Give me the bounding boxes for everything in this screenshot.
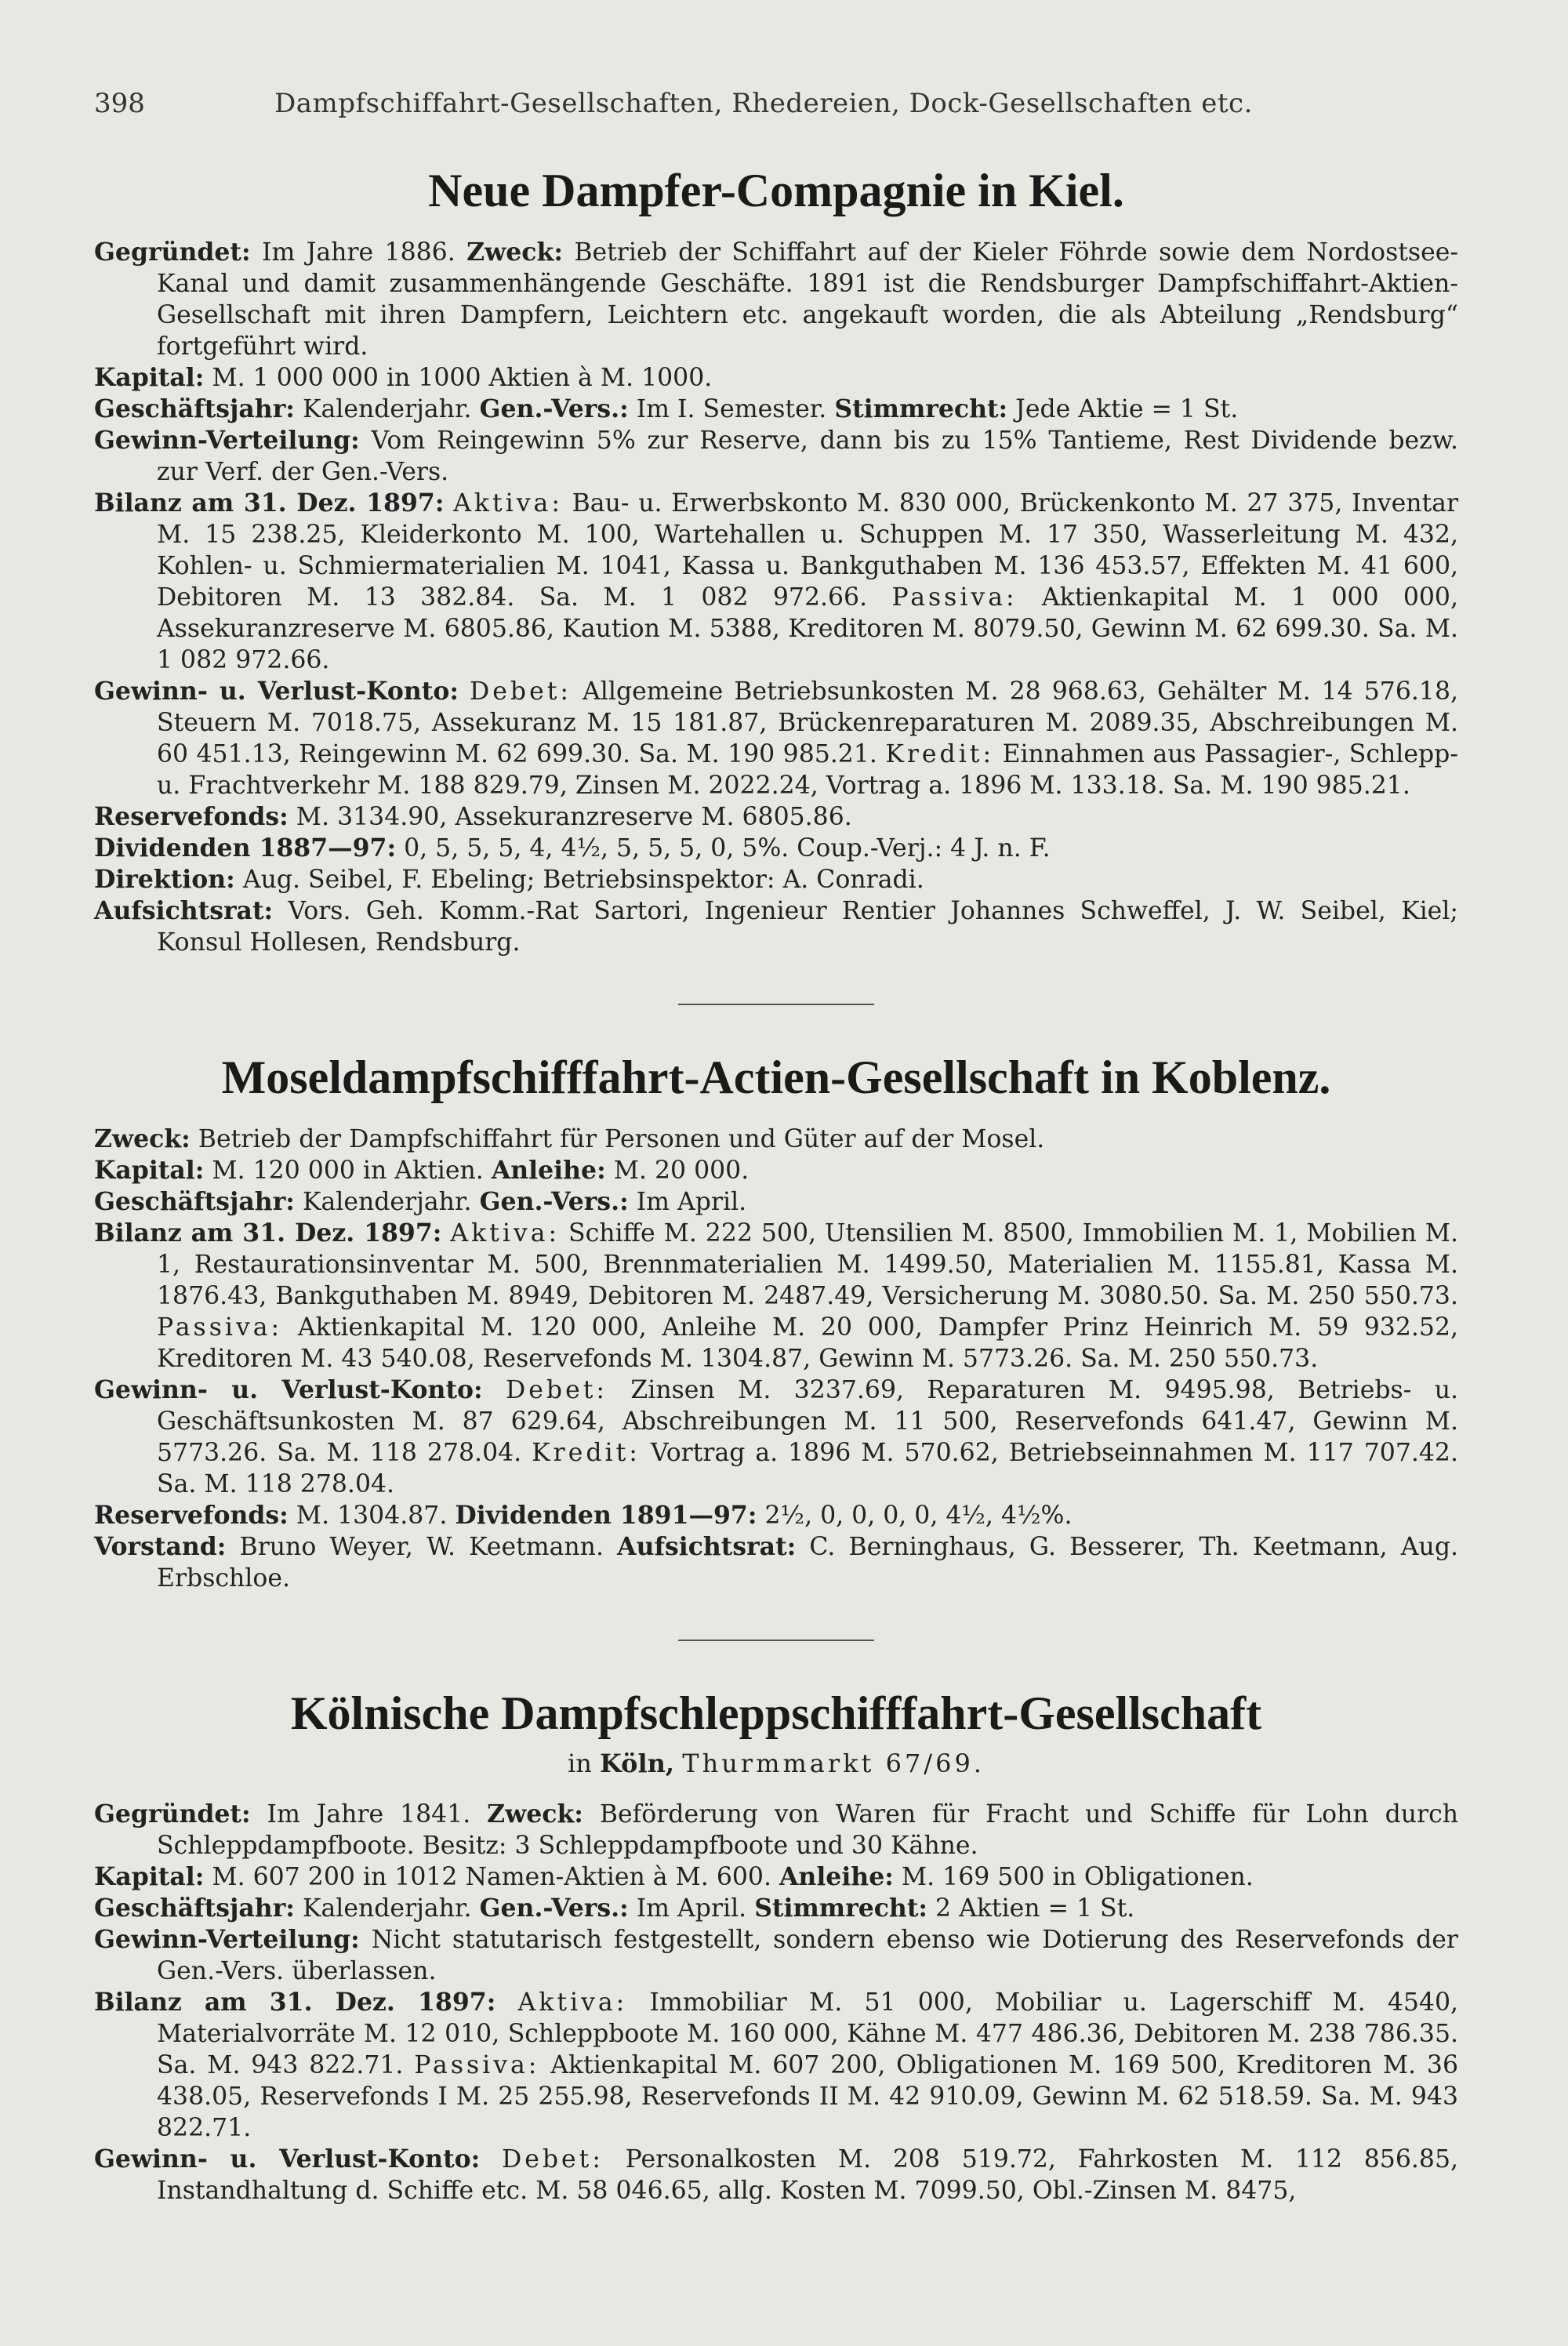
entry-paragraph bbox=[94, 1124, 1458, 1155]
entry-title: Neue Dampfer-Compagnie in Kiel. bbox=[428, 165, 1124, 216]
entry-paragraph bbox=[94, 895, 1458, 958]
divider-rule bbox=[678, 1640, 874, 1641]
field-label: Aufsichtsrat: bbox=[94, 896, 274, 925]
field-label: Stimmrecht: bbox=[834, 394, 1008, 423]
entry-paragraph bbox=[94, 1924, 1458, 1987]
entry-paragraph bbox=[94, 864, 1458, 895]
field-text: Allgemeine Betriebsunkosten M. 28 968.63, Gehälter M. 14 576.18, Steuern M. 7018.75, Assekuranz M. 15 181.87, Brückenreparaturen M. 2089.35, Abschreibungen M. 60 451.13, Reingewinn M. 62 699.30. Sa. M. 190 985.21. bbox=[157, 677, 1459, 768]
company-entry bbox=[94, 165, 1458, 958]
field-label: Zweck: bbox=[487, 1799, 583, 1828]
field-text: Betrieb der Dampfschiffahrt für Personen und Güter auf der Mosel. bbox=[190, 1125, 1045, 1153]
entry-title: Moseldampfschifffahrt-Actien-Gesellschaft in Koblenz. bbox=[221, 1051, 1331, 1103]
field-text bbox=[480, 2145, 502, 2174]
field-text: Aktienkapital M. 120 000, Anleihe M. 20 000, Dampfer Prinz Heinrich M. 59 932.52, Kreditoren M. 43 540.08, Reservefonds M. 1304.87, Gewinn M. 5773.26. Sa. M. 250 550.73. bbox=[157, 1313, 1458, 1373]
account-side-label: Debet: bbox=[470, 677, 572, 706]
account-side-label: Kredit: bbox=[532, 1439, 641, 1467]
field-text: M. 169 500 in Obligationen. bbox=[893, 1863, 1254, 1891]
field-text: 0, 5, 5, 5, 4, 4½, 5, 5, 5, 0, 5%. Coup.-Verj.: 4 J. n. F. bbox=[396, 834, 1051, 862]
entry-subtitle bbox=[94, 1749, 1458, 1778]
field-label: Anleihe: bbox=[491, 1156, 606, 1185]
entry-paragraph bbox=[94, 801, 1458, 833]
field-label: Zweck: bbox=[94, 1124, 191, 1153]
field-label: Bilanz am 31. Dez. 1897: bbox=[94, 1988, 496, 2017]
field-text: Nicht statutarisch festgestellt, sondern ebenso wie Dotierung des Reservefonds der Gen.-Vers. überlassen. bbox=[157, 1926, 1458, 1985]
entry-paragraph bbox=[94, 1893, 1458, 1924]
field-label: Kapital: bbox=[94, 363, 205, 392]
field-label: Gewinn- u. Verlust-Konto: bbox=[94, 1375, 483, 1404]
divider-rule bbox=[678, 1004, 874, 1005]
field-text: Bau- u. Erwerbskonto M. 830 000, Brückenkonto M. 27 375, Inventar M. 15 238.25, Kleiderkonto M. 100, Wartehallen u. Schuppen M. 17 350, Wasserleitung M. 432, Kohlen- u. Schmiermaterialien M. 1041, Kassa u. Bankguthaben M. 136 453.57, Effekten M. 41 600, Debitoren M. 13 382.84. Sa. M. 1 082 972.66. bbox=[157, 489, 1458, 612]
entry-paragraph bbox=[94, 2144, 1458, 2206]
account-side-label: Aktiva: bbox=[453, 489, 563, 518]
entry-paragraph bbox=[94, 237, 1458, 362]
entry-paragraph bbox=[94, 1375, 1458, 1500]
field-label: Kapital: bbox=[94, 1862, 205, 1891]
entry-paragraph bbox=[94, 833, 1458, 864]
field-label: Reservefonds: bbox=[94, 802, 289, 831]
field-label: Gewinn-Verteilung: bbox=[94, 426, 360, 455]
field-text: Einnahmen aus Passagier-, Schlepp- u. Frachtverkehr M. 188 829.79, Zinsen M. 2022.24, Vortrag a. 1896 M. 133.18. Sa. M. 190 985.21. bbox=[157, 740, 1458, 800]
field-text bbox=[495, 1988, 517, 2017]
subtitle-city: Köln, bbox=[600, 1749, 675, 1778]
field-text bbox=[483, 1376, 506, 1404]
field-text: Im April. bbox=[628, 1894, 755, 1923]
field-text bbox=[441, 1219, 450, 1247]
field-text: Betrieb der Schiffahrt auf der Kieler Föhrde sowie dem Nordostsee-Kanal und damit zusammenhängende Geschäfte. 1891 ist die Rendsburger Dampfschiffahrt-Aktien-Gesellschaft mit ihren Dampfern, Leichtern etc. angekauft worden, die als Abteilung „Rendsburg“ fortgeführt wird. bbox=[157, 238, 1459, 361]
field-label: Gewinn- u. Verlust-Konto: bbox=[94, 2144, 481, 2174]
field-text: Vors. Geh. Komm.-Rat Sartori, Ingenieur Rentier Johannes Schweffel, J. W. Seibel, Kiel; Konsul Hollesen, Rendsburg. bbox=[157, 897, 1458, 957]
field-label: Gewinn- u. Verlust-Konto: bbox=[94, 677, 459, 706]
field-label: Kapital: bbox=[94, 1156, 205, 1185]
account-side-label: Kredit: bbox=[885, 740, 995, 768]
section-divider bbox=[94, 996, 1458, 1011]
field-label: Gegründet: bbox=[94, 1799, 251, 1828]
field-text: Jede Aktie = 1 St. bbox=[1007, 395, 1239, 423]
field-label: Gen.-Vers.: bbox=[479, 1894, 629, 1923]
field-text: Vortrag a. 1896 M. 570.62, Betriebseinnahmen M. 117 707.42. Sa. M. 118 278.04. bbox=[157, 1439, 1458, 1498]
field-label: Gen.-Vers.: bbox=[479, 394, 629, 423]
account-side-label: Aktiva: bbox=[517, 1988, 628, 2017]
field-label: Vorstand: bbox=[94, 1532, 227, 1561]
field-label: Zweck: bbox=[466, 238, 563, 267]
field-label: Stimmrecht: bbox=[754, 1894, 928, 1923]
company-entry bbox=[94, 1051, 1458, 1594]
field-label: Dividenden 1891—97: bbox=[455, 1501, 757, 1530]
company-entry bbox=[94, 1687, 1458, 2206]
field-text: 2½, 0, 0, 0, 0, 4½, 4½%. bbox=[757, 1502, 1073, 1530]
field-text: M. 1304.87. bbox=[288, 1502, 456, 1530]
field-text: Kalenderjahr. bbox=[294, 1894, 480, 1923]
subtitle-prefix: in bbox=[568, 1749, 592, 1778]
entry-paragraph bbox=[94, 425, 1458, 488]
field-label: Gegründet: bbox=[94, 238, 251, 267]
field-text: M. 20 000. bbox=[605, 1157, 750, 1185]
field-text: Immobiliar M. 51 000, Mobiliar u. Lagerschiff M. 4540, Materialvorräte M. 12 010, Schleppboote M. 160 000, Kähne M. 477 486.36, Debitoren M. 238 786.35. Sa. M. 943 822.71. bbox=[157, 1988, 1459, 2079]
page-number: 398 bbox=[94, 88, 145, 119]
field-text: Zinsen M. 3237.69, Reparaturen M. 9495.98, Betriebs- u. Geschäftsunkosten M. 87 629.64, Abschreibungen M. 11 500, Reservefonds 641.47, Gewinn M. 5773.26. Sa. M. 118 278.04. bbox=[157, 1376, 1459, 1467]
entry-paragraph bbox=[94, 676, 1458, 801]
entry-paragraph bbox=[94, 488, 1458, 676]
field-text: Kalenderjahr. bbox=[294, 395, 480, 423]
field-text: Aug. Seibel, F. Ebeling; Betriebsinspektor: A. Conradi. bbox=[234, 866, 924, 894]
field-label: Bilanz am 31. Dez. 1897: bbox=[94, 1218, 442, 1247]
field-label: Gen.-Vers.: bbox=[479, 1187, 629, 1216]
entry-paragraph bbox=[94, 1987, 1458, 2144]
account-side-label: Passiva: bbox=[414, 2051, 540, 2079]
entry-paragraph bbox=[94, 1861, 1458, 1893]
running-header bbox=[94, 88, 1490, 127]
field-label: Geschäftsjahr: bbox=[94, 1894, 295, 1923]
field-label: Direktion: bbox=[94, 865, 235, 894]
field-text: Im Jahre 1841. bbox=[250, 1800, 488, 1828]
entry-paragraph bbox=[94, 1218, 1458, 1375]
entry-paragraph bbox=[94, 394, 1458, 425]
account-side-label: Passiva: bbox=[891, 583, 1018, 612]
field-text: Schiffe M. 222 500, Utensilien M. 8500, Immobilien M. 1, Mobilien M. 1, Restaurationsinventar M. 500, Brennmaterialien M. 1499.50, Materialien M. 1155.81, Kassa M. 1876.43, Bankguthaben M. 8949, Debitoren M. 2487.49, Versicherung M. 3080.50. Sa. M. 250 550.73. bbox=[157, 1219, 1458, 1310]
field-text: Personalkosten M. 208 519.72, Fahrkosten M. 112 856.85, Instandhaltung d. Schiffe etc. M. 58 046.65, allg. Kosten M. 7099.50, Obl.-Zinsen M. 8475, bbox=[157, 2145, 1458, 2205]
field-label: Gewinn-Verteilung: bbox=[94, 1925, 360, 1954]
field-text: Beförderung von Waren für Fracht und Schiffe für Lohn durch Schleppdampfboote. Besitz: 3 Schleppdampfboote und 30 Kähne. bbox=[157, 1800, 1459, 1860]
field-text bbox=[459, 677, 470, 706]
field-text: Im I. Semester. bbox=[628, 395, 835, 423]
field-label: Dividenden 1887—97: bbox=[94, 833, 397, 862]
field-text: M. 3134.90, Assekuranzreserve M. 6805.86. bbox=[288, 803, 852, 831]
field-text: M. 120 000 in Aktien. bbox=[204, 1157, 492, 1185]
field-text bbox=[444, 489, 453, 518]
entry-paragraph bbox=[94, 1155, 1458, 1186]
field-text: C. Berninghaus, G. Besserer, Th. Keetmann, Aug. Erbschloe. bbox=[157, 1533, 1458, 1592]
entry-paragraph bbox=[94, 1186, 1458, 1218]
running-title: Dampfschiffahrt-Gesellschaften, Rhedereien, Dock-Gesellschaften etc. bbox=[274, 88, 1253, 119]
entry-paragraph bbox=[94, 1799, 1458, 1861]
field-label: Aufsichtsrat: bbox=[617, 1532, 797, 1561]
field-text: Im April. bbox=[628, 1188, 747, 1216]
entry-paragraph bbox=[94, 1500, 1458, 1531]
field-label: Geschäftsjahr: bbox=[94, 1187, 295, 1216]
entry-paragraph bbox=[94, 362, 1458, 394]
account-side-label: Aktiva: bbox=[450, 1219, 561, 1247]
field-text: Kalenderjahr. bbox=[294, 1188, 480, 1216]
field-text: Aktienkapital M. 607 200, Obligationen M. 169 500, Kreditoren M. 36 438.05, Reservefonds I M. 25 255.98, Reservefonds II M. 42 910.09, Gewinn M. 62 518.59. Sa. M. 943 822.71. bbox=[157, 2051, 1458, 2142]
field-text: M. 1 000 000 in 1000 Aktien à M. 1000. bbox=[204, 364, 713, 392]
field-label: Bilanz am 31. Dez. 1897: bbox=[94, 488, 445, 518]
subtitle-address: Thurmmarkt 67/69. bbox=[682, 1749, 985, 1778]
account-side-label: Debet: bbox=[506, 1376, 608, 1404]
entry-paragraph bbox=[94, 1531, 1458, 1594]
entry-title: Kölnische Dampfschleppschifffahrt-Gesellschaft bbox=[290, 1687, 1262, 1739]
field-label: Anleihe: bbox=[779, 1862, 894, 1891]
account-side-label: Passiva: bbox=[157, 1313, 283, 1342]
field-text: Aktienkapital M. 1 000 000, Assekuranzreserve M. 6805.86, Kaution M. 5388, Kreditoren M. 8079.50, Gewinn M. 62 699.30. Sa. M. 1 082 972.66. bbox=[157, 583, 1458, 674]
field-label: Reservefonds: bbox=[94, 1501, 289, 1530]
section-divider bbox=[94, 1632, 1458, 1647]
field-text: Vom Reingewinn 5% zur Reserve, dann bis zu 15% Tantieme, Rest Dividende bezw. zur Verf. der Gen.-Vers. bbox=[157, 427, 1458, 486]
field-text: Bruno Weyer, W. Keetmann. bbox=[226, 1533, 618, 1561]
field-label: Geschäftsjahr: bbox=[94, 394, 295, 423]
field-text: M. 607 200 in 1012 Namen-Aktien à M. 600. bbox=[204, 1863, 779, 1891]
field-text: 2 Aktien = 1 St. bbox=[927, 1894, 1135, 1923]
account-side-label: Debet: bbox=[501, 2145, 604, 2174]
page-content bbox=[94, 165, 1458, 2206]
field-text: Im Jahre 1886. bbox=[250, 238, 467, 267]
